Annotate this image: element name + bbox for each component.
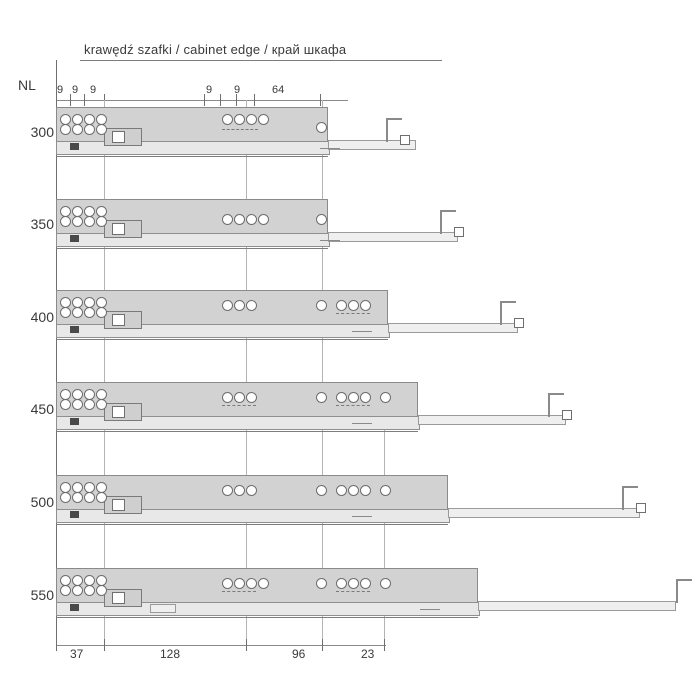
mounting-hole — [234, 214, 245, 225]
mounting-hole — [380, 392, 391, 403]
mounting-hole — [316, 122, 327, 133]
arrow-400 — [352, 331, 372, 332]
mounting-hole — [222, 300, 233, 311]
mounting-hole — [348, 392, 359, 403]
mounting-hole — [96, 399, 107, 410]
row-label-550: 550 — [30, 587, 54, 603]
mounting-hole — [60, 124, 71, 135]
mounting-hole — [258, 214, 269, 225]
dashed-guide — [336, 313, 370, 314]
mounting-hole — [360, 392, 371, 403]
drawing-title: krawędź szafki / cabinet edge / край шкафа — [84, 42, 347, 57]
tick — [70, 94, 71, 106]
hook-square-400 — [514, 318, 524, 328]
hook-550 — [676, 579, 692, 603]
rail-underline-500 — [56, 524, 448, 525]
title-underline — [80, 60, 442, 61]
rail-underline-300 — [56, 156, 328, 157]
extension-rail-350 — [328, 232, 458, 242]
slide-detail-550 — [112, 592, 125, 604]
mounting-hole — [316, 300, 327, 311]
mounting-hole — [222, 114, 233, 125]
mounting-hole — [96, 307, 107, 318]
rail-underline-450 — [56, 431, 418, 432]
mounting-hole — [246, 485, 257, 496]
dashed-guide — [222, 129, 258, 130]
tick — [220, 94, 221, 106]
slide-detail-400 — [112, 314, 125, 326]
mounting-hole — [360, 300, 371, 311]
mounting-hole — [316, 578, 327, 589]
hook-square-350 — [454, 227, 464, 237]
mounting-hole — [360, 485, 371, 496]
drawer-rail-300 — [56, 141, 330, 155]
bottom-dim-0: 37 — [70, 647, 84, 661]
marker-450 — [70, 418, 79, 425]
row-label-500: 500 — [30, 494, 54, 510]
mounting-hole — [336, 300, 347, 311]
mounting-hole — [380, 485, 391, 496]
extension-rail-400 — [388, 323, 518, 333]
mounting-hole — [96, 124, 107, 135]
construction-line-37 — [104, 100, 105, 645]
mounting-hole — [316, 214, 327, 225]
mounting-hole — [84, 492, 95, 503]
marker-300 — [70, 143, 79, 150]
mounting-hole — [60, 585, 71, 596]
slide-detail-350 — [112, 223, 125, 235]
rail-underline-550 — [56, 617, 478, 618]
mounting-hole — [222, 485, 233, 496]
marker-350 — [70, 235, 79, 242]
mounting-hole — [246, 578, 257, 589]
mounting-hole — [258, 114, 269, 125]
row-label-400: 400 — [30, 309, 54, 325]
marker-400 — [70, 326, 79, 333]
mounting-hole — [96, 585, 107, 596]
mounting-hole — [72, 585, 83, 596]
mounting-hole — [246, 300, 257, 311]
tick — [204, 94, 205, 106]
top-dim-5: 64 — [272, 84, 285, 96]
arrow-450 — [352, 423, 372, 424]
mounting-hole — [380, 578, 391, 589]
bottom-dim-1: 128 — [160, 647, 181, 661]
bottom-dim-3: 23 — [361, 647, 375, 661]
mounting-hole — [258, 578, 269, 589]
dashed-guide — [336, 405, 370, 406]
extension-rail-500 — [448, 508, 640, 518]
tick — [84, 94, 85, 106]
row-label-350: 350 — [30, 216, 54, 232]
row-label-450: 450 — [30, 401, 54, 417]
mounting-hole — [60, 492, 71, 503]
drawer-rail-350 — [56, 233, 330, 247]
bottom-dim-2: 96 — [292, 647, 306, 661]
mounting-hole — [234, 578, 245, 589]
slide-detail-450 — [112, 406, 125, 418]
mounting-hole — [316, 392, 327, 403]
top-dim-1: 9 — [72, 84, 79, 96]
mounting-hole — [222, 214, 233, 225]
construction-line-128 — [246, 100, 247, 645]
top-dimension-line — [56, 100, 348, 101]
mounting-hole — [72, 492, 83, 503]
mounting-hole — [96, 216, 107, 227]
arrow-500 — [352, 516, 372, 517]
marker-550 — [70, 604, 79, 611]
mounting-hole — [72, 307, 83, 318]
rail-underline-400 — [56, 339, 388, 340]
hook-square-450 — [562, 410, 572, 420]
mounting-hole — [246, 214, 257, 225]
mounting-hole — [234, 485, 245, 496]
mounting-hole — [348, 300, 359, 311]
mounting-hole — [234, 114, 245, 125]
mounting-hole — [72, 216, 83, 227]
mounting-hole — [84, 124, 95, 135]
arrow-350 — [320, 240, 340, 241]
tick — [320, 94, 321, 106]
mounting-hole — [246, 392, 257, 403]
mounting-hole — [84, 399, 95, 410]
arrow-550 — [420, 609, 440, 610]
inner-tab-550 — [150, 604, 176, 613]
top-dim-0: 9 — [57, 84, 64, 96]
mounting-hole — [72, 399, 83, 410]
mounting-hole — [234, 300, 245, 311]
marker-500 — [70, 511, 79, 518]
mounting-hole — [84, 216, 95, 227]
mounting-hole — [84, 307, 95, 318]
mounting-hole — [360, 578, 371, 589]
mounting-hole — [246, 114, 257, 125]
hook-square-500 — [636, 503, 646, 513]
mounting-hole — [222, 578, 233, 589]
bottom-dimension-line — [56, 645, 386, 646]
top-dim-4: 9 — [234, 84, 241, 96]
slide-detail-300 — [112, 131, 125, 143]
dashed-guide — [336, 591, 370, 592]
top-dim-2: 9 — [90, 84, 97, 96]
nl-axis-label: NL — [18, 77, 36, 93]
mounting-hole — [234, 392, 245, 403]
mounting-hole — [336, 578, 347, 589]
mounting-hole — [60, 216, 71, 227]
mounting-hole — [348, 578, 359, 589]
mounting-hole — [72, 124, 83, 135]
extension-rail-450 — [418, 415, 566, 425]
row-label-300: 300 — [30, 124, 54, 140]
mounting-hole — [336, 392, 347, 403]
mounting-hole — [316, 485, 327, 496]
slide-detail-500 — [112, 499, 125, 511]
dashed-guide — [222, 405, 256, 406]
mounting-hole — [60, 307, 71, 318]
mounting-hole — [60, 399, 71, 410]
arrow-300 — [320, 148, 340, 149]
mounting-hole — [348, 485, 359, 496]
rail-underline-350 — [56, 248, 328, 249]
mounting-hole — [222, 392, 233, 403]
top-dim-3: 9 — [206, 84, 213, 96]
hook-square-300 — [400, 135, 410, 145]
extension-rail-550 — [478, 601, 676, 611]
mounting-hole — [336, 485, 347, 496]
tick — [254, 94, 255, 106]
construction-line-96 — [322, 100, 323, 645]
mounting-hole — [96, 492, 107, 503]
mounting-hole — [84, 585, 95, 596]
dashed-guide — [222, 591, 256, 592]
